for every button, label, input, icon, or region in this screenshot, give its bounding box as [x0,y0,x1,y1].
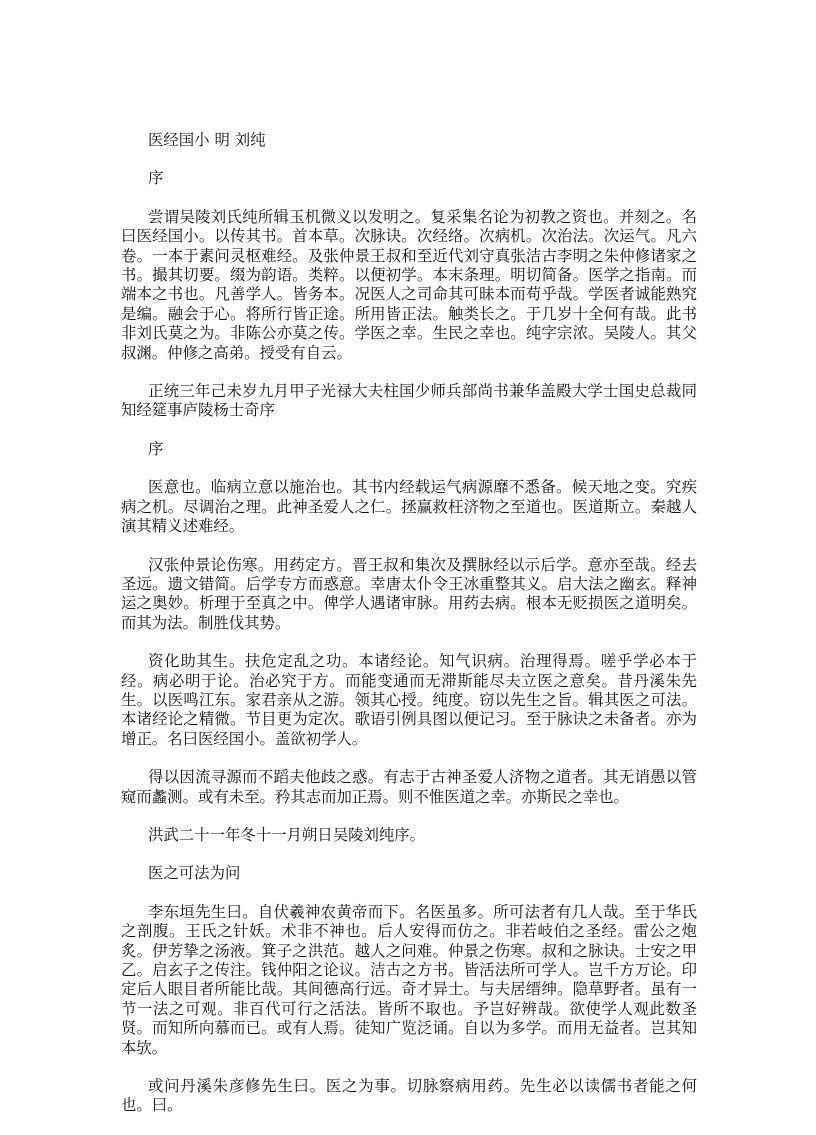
section-heading-preface-1: 序 [148,169,164,188]
section-heading-preface-2: 序 [148,439,164,458]
paragraph: 汉张仲景论伤寒。用药定方。晋王叔和集次及撰脉经以示后学。意亦至哉。经去圣远。遗文错简。后学专方而惑意。幸唐太仆令王冰重整其义。启大法之幽玄。释神运之奥妙。析理于至真之中。俾学人遇诸审脉。用药去病。根本无贬损医之道明矣。而其为法。制胜伐其势。 [121,555,697,632]
document-title: 医经国小 明 刘纯 [148,131,266,149]
paragraph: 或问丹溪朱彦修先生曰。医之为事。切脉察病用药。先生必以读儒书者能之何也。曰。 [121,1077,697,1115]
paragraph-signature: 正统三年己未岁九月甲子光禄大夫柱国少师兵部尚书兼华盖殿大学士国史总裁同知经筵事庐陵杨士奇序 [121,382,697,420]
paragraph: 李东垣先生曰。自伏羲神农黄帝而下。名医虽多。所可法者有几人哉。至于华氏之剖腹。王氏之针妖。术非不神也。后人安得而仿之。非若岐伯之圣经。雷公之炮炙。伊芳挚之汤液。箕子之洪范。越人之问难。仲景之伤寒。叔和之脉诀。士安之甲乙。启玄子之传注。钱仲阳之论议。洁古之方书。皆活法所可学人。岂千方万论。印定后人眼目者所能比哉。其间德高行远。奇才异士。与夫居缙绅。隐草野者。虽有一节一法之可观。非百代可行之活法。皆所不取也。予岂好辨哉。欲使学人观此数圣贤。而知所向慕而已。或有人焉。徒知广览泛诵。自以为多学。而用无益者。岂其知本欤。 [121,902,697,1057]
section-heading-questions: 医之可法为问 [148,864,241,883]
document-page [121,131,697,1135]
paragraph-signature: 洪武二十一年冬十一月朔日吴陵刘纯序。 [148,825,426,844]
paragraph: 尝谓吴陵刘氏纯所辑玉机微义以发明之。复采集名论为初教之资也。并刻之。名曰医经国小。以传其书。首本草。次脉诀。次经络。次病机。次治法。次运气。凡六卷。一本于素问灵枢难经。及张仲景王叔和至近代刘守真张洁古李明之朱仲修诸家之书。撮其切要。缀为韵语。类粹。以便初学。本末条理。明切简备。医学之指南。而端本之书也。凡善学人。皆务本。况医人之司命其可昧本而苟乎哉。学医者诚能熟究是编。融会于心。将所行皆正途。所用皆正法。触类长之。于几岁十全何有哉。此书非刘氏莫之为。非陈公亦莫之传。学医之幸。生民之幸也。纯字宗浓。吴陵人。其父叔渊。仲修之高弟。授受有自云。 [121,207,697,362]
paragraph: 得以因流寻源而不蹈夫他歧之惑。有志于古神圣爱人济物之道者。其无诮愚以管窥而蠡测。或有未至。矜其志而加正焉。则不惟医道之幸。亦斯民之幸也。 [121,768,697,806]
paragraph: 医意也。临病立意以施治也。其书内经载运气病源靡不悉备。候天地之变。究疾病之机。尽调治之理。此神圣爱人之仁。拯赢救枉济物之至道也。医道斯立。秦越人演其精义述难经。 [121,478,697,536]
paragraph: 资化助其生。扶危定乱之功。本诸经论。知气识病。治理得焉。嗟乎学必本于经。病必明于论。治必究于方。而能变通而无滞斯能尽夫立医之意矣。昔丹溪朱先生。以医鸣江东。家君亲从之游。领其心授。纯度。窃以先生之旨。辑其医之可法。本诸经论之精微。节目更为定次。歌语引例具图以便记习。至于脉诀之未备者。亦为增正。名曰医经国小。盖欲初学人。 [121,652,697,748]
